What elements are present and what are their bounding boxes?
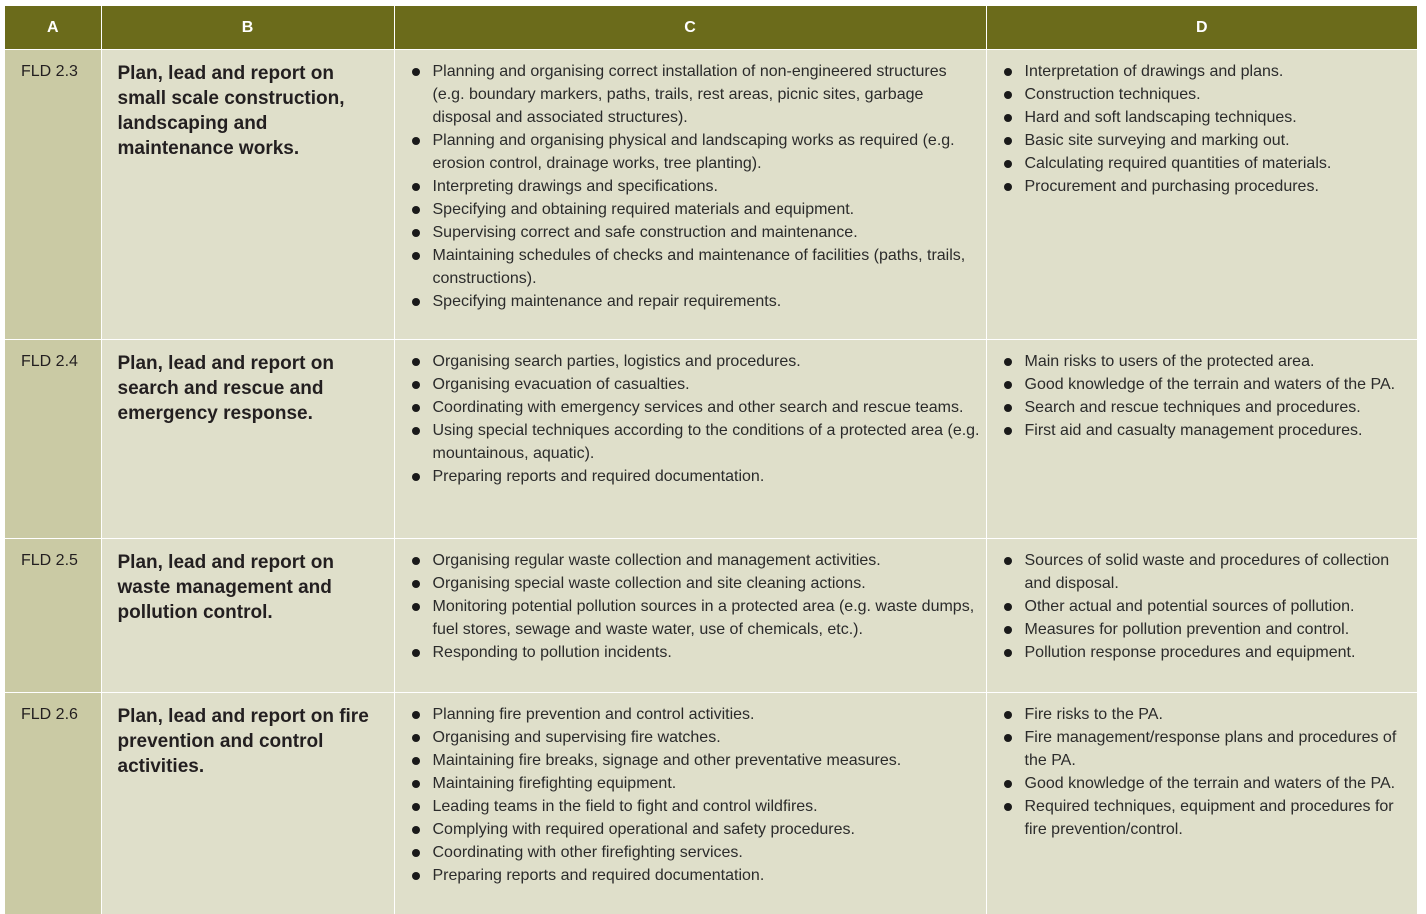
list-item: Organising special waste collection and site cleaning actions. bbox=[411, 572, 980, 595]
bullet-icon bbox=[1004, 137, 1012, 145]
row-title: Plan, lead and report on search and rescue and emergency response. bbox=[101, 340, 394, 539]
list-item: Organising regular waste collection and management activities. bbox=[411, 549, 980, 572]
list-item: Search and rescue techniques and procedures. bbox=[1003, 396, 1412, 419]
list-item: Specifying and obtaining required materials and equipment. bbox=[411, 198, 980, 221]
bullet-icon bbox=[412, 229, 420, 237]
list-item: Monitoring potential pollution sources in a protected area (e.g. waste dumps, fuel stores, sewage and waste water, use of chemicals, etc.). bbox=[411, 595, 980, 641]
knowledge-cell bbox=[986, 539, 1417, 693]
bullet-icon bbox=[412, 298, 420, 306]
list-item: Fire management/response plans and procedures of the PA. bbox=[1003, 726, 1412, 772]
knowledge-cell bbox=[986, 693, 1417, 914]
bullet-icon bbox=[1004, 160, 1012, 168]
bullet-icon bbox=[412, 803, 420, 811]
list-item: Preparing reports and required documentation. bbox=[411, 465, 980, 488]
bullet-icon bbox=[412, 404, 420, 412]
list-item: Procurement and purchasing procedures. bbox=[1003, 175, 1412, 198]
bullet-icon bbox=[1004, 114, 1012, 122]
bullet-icon bbox=[1004, 803, 1012, 811]
bullet-icon bbox=[1004, 68, 1012, 76]
header-col-b: B bbox=[101, 6, 394, 50]
row-title: Plan, lead and report on fire prevention and control activities. bbox=[101, 693, 394, 914]
row-code: FLD 2.4 bbox=[5, 340, 101, 539]
knowledge-list bbox=[1003, 350, 1412, 442]
list-item: Planning fire prevention and control activities. bbox=[411, 703, 980, 726]
list-item: Construction techniques. bbox=[1003, 83, 1412, 106]
bullet-icon bbox=[1004, 780, 1012, 788]
header-col-c: C bbox=[394, 6, 986, 50]
row-title: Plan, lead and report on waste management and pollution control. bbox=[101, 539, 394, 693]
bullet-icon bbox=[412, 473, 420, 481]
row-code: FLD 2.3 bbox=[5, 50, 101, 340]
knowledge-cell bbox=[986, 340, 1417, 539]
bullet-icon bbox=[412, 872, 420, 880]
list-item: Other actual and potential sources of pollution. bbox=[1003, 595, 1412, 618]
row-code: FLD 2.6 bbox=[5, 693, 101, 914]
table-row bbox=[5, 50, 1417, 340]
skills-cell bbox=[394, 539, 986, 693]
list-item: Preparing reports and required documentation. bbox=[411, 864, 980, 887]
bullet-icon bbox=[412, 780, 420, 788]
skills-cell bbox=[394, 340, 986, 539]
knowledge-list bbox=[1003, 703, 1412, 841]
list-item: First aid and casualty management procedures. bbox=[1003, 419, 1412, 442]
list-item: Measures for pollution prevention and control. bbox=[1003, 618, 1412, 641]
table-row bbox=[5, 693, 1417, 914]
list-item: Calculating required quantities of materials. bbox=[1003, 152, 1412, 175]
table-row bbox=[5, 539, 1417, 693]
bullet-icon bbox=[1004, 711, 1012, 719]
list-item: Hard and soft landscaping techniques. bbox=[1003, 106, 1412, 129]
bullet-icon bbox=[1004, 358, 1012, 366]
list-item: Using special techniques according to the conditions of a protected area (e.g. mountainous, aquatic). bbox=[411, 419, 980, 465]
list-item: Main risks to users of the protected area. bbox=[1003, 350, 1412, 373]
list-item: Organising search parties, logistics and procedures. bbox=[411, 350, 980, 373]
bullet-icon bbox=[412, 183, 420, 191]
list-item: Pollution response procedures and equipment. bbox=[1003, 641, 1412, 664]
knowledge-list bbox=[1003, 60, 1412, 198]
bullet-icon bbox=[1004, 91, 1012, 99]
bullet-icon bbox=[412, 734, 420, 742]
row-code: FLD 2.5 bbox=[5, 539, 101, 693]
list-item: Interpretation of drawings and plans. bbox=[1003, 60, 1412, 83]
skills-list bbox=[411, 60, 980, 313]
list-item: Coordinating with other firefighting services. bbox=[411, 841, 980, 864]
list-item: Fire risks to the PA. bbox=[1003, 703, 1412, 726]
list-item: Complying with required operational and safety procedures. bbox=[411, 818, 980, 841]
row-title: Plan, lead and report on small scale construction, landscaping and maintenance works. bbox=[101, 50, 394, 340]
list-item: Maintaining firefighting equipment. bbox=[411, 772, 980, 795]
bullet-icon bbox=[412, 603, 420, 611]
bullet-icon bbox=[1004, 404, 1012, 412]
list-item: Coordinating with emergency services and other search and rescue teams. bbox=[411, 396, 980, 419]
bullet-icon bbox=[412, 711, 420, 719]
list-item: Responding to pollution incidents. bbox=[411, 641, 980, 664]
header-row bbox=[5, 6, 1417, 50]
bullet-icon bbox=[1004, 734, 1012, 742]
bullet-icon bbox=[412, 580, 420, 588]
bullet-icon bbox=[1004, 381, 1012, 389]
list-item: Organising and supervising fire watches. bbox=[411, 726, 980, 749]
skills-cell bbox=[394, 693, 986, 914]
table-row bbox=[5, 340, 1417, 539]
bullet-icon bbox=[1004, 427, 1012, 435]
bullet-icon bbox=[412, 358, 420, 366]
bullet-icon bbox=[1004, 649, 1012, 657]
list-item: Interpreting drawings and specifications. bbox=[411, 175, 980, 198]
bullet-icon bbox=[412, 557, 420, 565]
bullet-icon bbox=[1004, 603, 1012, 611]
list-item: Good knowledge of the terrain and waters of the PA. bbox=[1003, 373, 1412, 396]
bullet-icon bbox=[412, 206, 420, 214]
bullet-icon bbox=[1004, 557, 1012, 565]
bullet-icon bbox=[412, 252, 420, 260]
list-item: Planning and organising physical and landscaping works as required (e.g. erosion control, drainage works, tree planting). bbox=[411, 129, 980, 175]
list-item: Planning and organising correct installation of non-engineered structures (e.g. boundary markers, paths, trails, rest areas, picnic sites, garbage disposal and associated structures). bbox=[411, 60, 980, 129]
knowledge-cell bbox=[986, 50, 1417, 340]
skills-cell bbox=[394, 50, 986, 340]
bullet-icon bbox=[412, 826, 420, 834]
bullet-icon bbox=[1004, 183, 1012, 191]
bullet-icon bbox=[412, 68, 420, 76]
list-item: Sources of solid waste and procedures of collection and disposal. bbox=[1003, 549, 1412, 595]
skills-list bbox=[411, 703, 980, 887]
list-item: Organising evacuation of casualties. bbox=[411, 373, 980, 396]
bullet-icon bbox=[412, 757, 420, 765]
list-item: Supervising correct and safe construction and maintenance. bbox=[411, 221, 980, 244]
bullet-icon bbox=[412, 381, 420, 389]
list-item: Maintaining fire breaks, signage and other preventative measures. bbox=[411, 749, 980, 772]
bullet-icon bbox=[412, 849, 420, 857]
skills-list bbox=[411, 549, 980, 664]
list-item: Specifying maintenance and repair requirements. bbox=[411, 290, 980, 313]
knowledge-list bbox=[1003, 549, 1412, 664]
list-item: Basic site surveying and marking out. bbox=[1003, 129, 1412, 152]
competence-table bbox=[5, 6, 1417, 914]
header-col-d: D bbox=[986, 6, 1417, 50]
bullet-icon bbox=[412, 649, 420, 657]
list-item: Good knowledge of the terrain and waters of the PA. bbox=[1003, 772, 1412, 795]
skills-list bbox=[411, 350, 980, 488]
list-item: Leading teams in the field to fight and control wildfires. bbox=[411, 795, 980, 818]
bullet-icon bbox=[1004, 626, 1012, 634]
bullet-icon bbox=[412, 427, 420, 435]
header-col-a: A bbox=[5, 6, 101, 50]
bullet-icon bbox=[412, 137, 420, 145]
list-item: Required techniques, equipment and procedures for fire prevention/control. bbox=[1003, 795, 1412, 841]
list-item: Maintaining schedules of checks and maintenance of facilities (paths, trails, constructions). bbox=[411, 244, 980, 290]
